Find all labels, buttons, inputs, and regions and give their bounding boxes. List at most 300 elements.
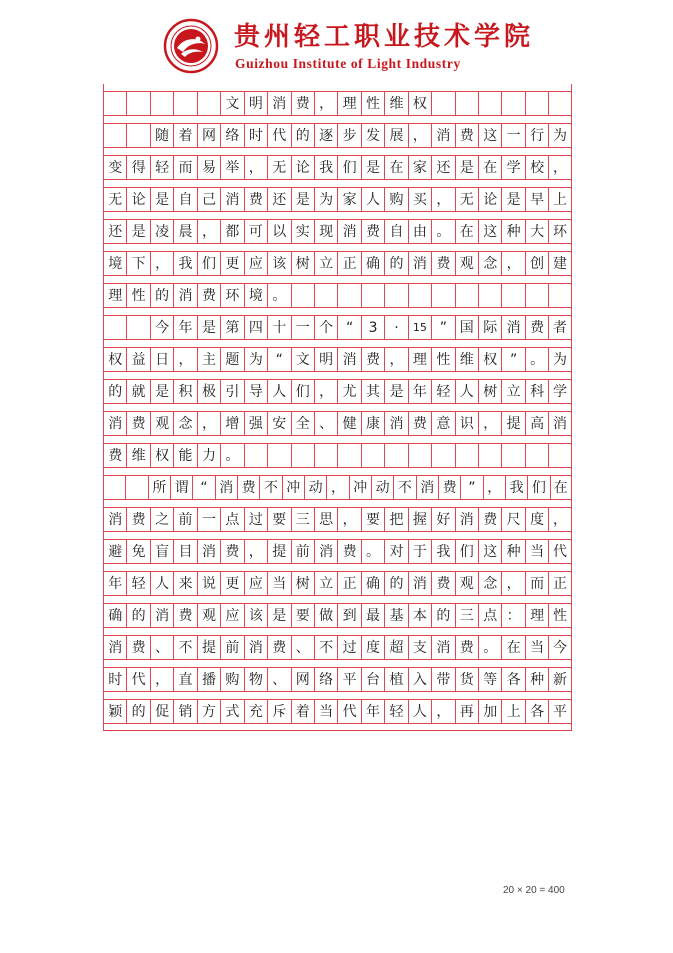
grid-cell: 人	[408, 699, 431, 724]
grid-cell: 。	[431, 219, 454, 244]
grid-cell: 费	[337, 539, 360, 564]
grid-cell: 增	[220, 411, 243, 436]
grid-row	[103, 91, 572, 116]
grid-cell: 络	[314, 667, 337, 692]
grid-cell: 支	[408, 635, 431, 660]
row-gap	[103, 596, 572, 603]
grid-cell: 络	[220, 123, 243, 148]
grid-cell	[455, 443, 478, 468]
grid-cell: ，	[326, 475, 348, 500]
row-gap	[103, 148, 572, 155]
grid-cell: 费	[267, 635, 290, 660]
grid-cell: 当	[267, 571, 290, 596]
grid-cell: 是	[150, 379, 173, 404]
grid-cell: 是	[455, 155, 478, 180]
grid-cell: 人	[361, 187, 384, 212]
grid-cell: 安	[267, 411, 290, 436]
school-seal-logo	[163, 18, 219, 74]
grid-cell: 可	[244, 219, 267, 244]
grid-cell: 说	[197, 571, 220, 596]
grid-cell: 该	[244, 603, 267, 628]
grid-cell: 网	[291, 667, 314, 692]
grid-cell	[103, 315, 126, 340]
grid-cell: 提	[197, 635, 220, 660]
grid-cell: ”	[501, 347, 524, 372]
grid-cell: 种	[501, 539, 524, 564]
school-name-cn: 贵州轻工职业技术学院	[234, 22, 535, 52]
row-gap	[103, 660, 572, 667]
grid-row	[103, 155, 572, 180]
grid-cell: 在	[455, 219, 478, 244]
grid-cell: 代	[548, 539, 571, 564]
grid-cell: 超	[384, 635, 407, 660]
grid-cell: 四	[244, 315, 267, 340]
grid-cell: 费	[291, 91, 314, 116]
grid-cell: 由	[408, 219, 431, 244]
grid-cell: 动	[304, 475, 326, 500]
grid-cell: 上	[501, 699, 524, 724]
grid-cell	[126, 91, 149, 116]
grid-cell	[384, 283, 407, 308]
grid-cell: 理	[103, 283, 126, 308]
grid-cell: ，	[314, 379, 337, 404]
grid-cell: ，	[548, 507, 571, 532]
grid-cell: 消	[416, 475, 438, 500]
grid-cell: 式	[220, 699, 243, 724]
grid-cell: 权	[478, 347, 501, 372]
grid-cell: 自	[173, 187, 196, 212]
grid-cell: ，	[384, 347, 407, 372]
grid-cell: 逐	[314, 123, 337, 148]
grid-cell	[291, 443, 314, 468]
grid-cell: 该	[267, 251, 290, 276]
grid-row	[103, 411, 572, 436]
grid-cell: 费	[126, 411, 149, 436]
grid-cell: 我	[431, 539, 454, 564]
grid-cell: 明	[244, 91, 267, 116]
grid-cell: 今	[150, 315, 173, 340]
grid-cell: 提	[501, 411, 524, 436]
grid-cell: 避	[103, 539, 126, 564]
grid-cell: 的	[103, 379, 126, 404]
grid-cell: 建	[548, 251, 571, 276]
grid-cell: 、	[314, 411, 337, 436]
manuscript-grid-paper	[103, 84, 572, 731]
grid-cell: 冲	[349, 475, 371, 500]
grid-cell: 观	[455, 571, 478, 596]
grid-cell: 消	[337, 347, 360, 372]
grid-cell: 对	[384, 539, 407, 564]
grid-cell: 理	[525, 603, 548, 628]
grid-cell: 的	[126, 699, 149, 724]
grid-cell: 全	[291, 411, 314, 436]
grid-row	[103, 699, 572, 724]
grid-cell: 而	[525, 571, 548, 596]
grid-cell: ，	[501, 571, 524, 596]
grid-cell: 基	[384, 603, 407, 628]
grid-cell: 变	[103, 155, 126, 180]
grid-cell	[126, 315, 149, 340]
grid-cell	[103, 475, 125, 500]
grid-cell: ，	[314, 91, 337, 116]
grid-cell: 思	[314, 507, 337, 532]
grid-cell	[384, 443, 407, 468]
grid-cell: 论	[126, 187, 149, 212]
grid-cell: 树	[478, 379, 501, 404]
grid-cell: 无	[267, 155, 290, 180]
grid-cell	[548, 91, 571, 116]
grid-cell: 学	[501, 155, 524, 180]
grid-cell: 入	[408, 667, 431, 692]
grid-cell	[197, 91, 220, 116]
grid-cell: 极	[197, 379, 220, 404]
grid-cell: 消	[103, 635, 126, 660]
grid-cell	[478, 283, 501, 308]
grid-cell: 加	[478, 699, 501, 724]
grid-cell: 无	[103, 187, 126, 212]
grid-cell: 们	[291, 379, 314, 404]
grid-cell: 做	[314, 603, 337, 628]
grid-cell: 确	[103, 603, 126, 628]
grid-cell: 性	[361, 91, 384, 116]
grid-cell: 免	[126, 539, 149, 564]
grid-cell: 大	[525, 219, 548, 244]
grid-cell: 性	[126, 283, 149, 308]
grid-cell: 。	[220, 443, 243, 468]
grid-cell: 代	[267, 123, 290, 148]
grid-cell: 促	[150, 699, 173, 724]
grid-cell: 的	[384, 571, 407, 596]
grid-cell: 权	[150, 443, 173, 468]
grid-cell: 新	[548, 667, 571, 692]
grid-cell: 费	[431, 571, 454, 596]
row-gap	[103, 628, 572, 635]
grid-cell: ，	[244, 539, 267, 564]
grid-cell	[408, 283, 431, 308]
grid-cell: 。	[525, 347, 548, 372]
grid-cell: 消	[431, 123, 454, 148]
grid-cell: 。	[361, 539, 384, 564]
grid-cell: 不	[173, 635, 196, 660]
grid-cell: 观	[150, 411, 173, 436]
grid-cell: 是	[150, 187, 173, 212]
grid-cell: 维	[384, 91, 407, 116]
grid-cell: 前	[291, 539, 314, 564]
grid-cell: 还	[103, 219, 126, 244]
grid-cell: 费	[438, 475, 460, 500]
grid-cell: 下	[126, 251, 149, 276]
grid-cell: ：	[501, 603, 524, 628]
grid-cell: 年	[361, 699, 384, 724]
grid-cell: 费	[361, 347, 384, 372]
grid-cell: 消	[173, 283, 196, 308]
grid-cell: 主	[197, 347, 220, 372]
grid-cell: 今	[548, 635, 571, 660]
grid-cell: 各	[525, 699, 548, 724]
grid-cell: 还	[267, 187, 290, 212]
grid-cell: 轻	[384, 699, 407, 724]
grid-cell: 提	[267, 539, 290, 564]
grid-cell: 握	[408, 507, 431, 532]
grid-cell: 费	[408, 411, 431, 436]
grid-row	[103, 507, 572, 532]
grid-cell	[455, 91, 478, 116]
grid-cell: 题	[220, 347, 243, 372]
grid-cell: 当	[525, 539, 548, 564]
grid-cell: 消	[103, 411, 126, 436]
grid-count-label: 20 × 20 = 400	[503, 885, 565, 896]
grid-cell: 斥	[267, 699, 290, 724]
grid-cell: 费	[103, 443, 126, 468]
grid-cell: 着	[173, 123, 196, 148]
grid-cell	[291, 283, 314, 308]
grid-cell: 积	[173, 379, 196, 404]
grid-cell: 消	[455, 507, 478, 532]
grid-cell: 到	[337, 603, 360, 628]
grid-cell	[548, 283, 571, 308]
grid-cell: 更	[220, 251, 243, 276]
grid-cell: 费	[126, 507, 149, 532]
grid-cell: ·	[384, 315, 407, 340]
grid-cell: 三	[291, 507, 314, 532]
grid-cell: 轻	[126, 571, 149, 596]
grid-cell: 正	[337, 251, 360, 276]
grid-cell: 观	[455, 251, 478, 276]
grid-cell: 一	[501, 123, 524, 148]
grid-cell: 购	[384, 187, 407, 212]
grid-cell	[126, 123, 149, 148]
grid-cell: 轻	[150, 155, 173, 180]
grid-cell: 的	[384, 251, 407, 276]
grid-cell: 费	[431, 251, 454, 276]
grid-cell: 播	[197, 667, 220, 692]
grid-cell: 颖	[103, 699, 126, 724]
grid-cell: 早	[525, 187, 548, 212]
grid-cell: 消	[337, 219, 360, 244]
grid-cell: 还	[431, 155, 454, 180]
grid-cell: 最	[361, 603, 384, 628]
grid-cell: ，	[408, 123, 431, 148]
grid-cell: 过	[244, 507, 267, 532]
grid-cell: 3	[361, 315, 384, 340]
grid-cell: 家	[408, 155, 431, 180]
grid-cell	[431, 283, 454, 308]
grid-cell: 康	[361, 411, 384, 436]
row-gap	[103, 692, 572, 699]
grid-cell: 点	[220, 507, 243, 532]
grid-cell	[548, 443, 571, 468]
grid-cell: 再	[455, 699, 478, 724]
grid-cell: 环	[220, 283, 243, 308]
grid-cell: 性	[548, 603, 571, 628]
grid-cell: 际	[478, 315, 501, 340]
grid-cell: 消	[244, 635, 267, 660]
grid-cell: 不	[314, 635, 337, 660]
grid-cell: 而	[173, 155, 196, 180]
grid-cell: ，	[197, 219, 220, 244]
grid-cell: 发	[361, 123, 384, 148]
grid-cell: 识	[455, 411, 478, 436]
grid-cell	[103, 123, 126, 148]
grid-cell: “	[267, 347, 290, 372]
grid-cell	[525, 443, 548, 468]
grid-row	[103, 539, 572, 564]
grid-cell: 是	[291, 187, 314, 212]
grid-cell: 们	[455, 539, 478, 564]
grid-cell: 校	[525, 155, 548, 180]
grid-cell	[501, 91, 524, 116]
grid-cell: 为	[244, 347, 267, 372]
grid-cell: 种	[501, 219, 524, 244]
grid-cell	[525, 283, 548, 308]
grid-cell: 们	[337, 155, 360, 180]
grid-row	[103, 379, 572, 404]
grid-cell: 人	[455, 379, 478, 404]
grid-cell: 日	[150, 347, 173, 372]
grid-cell: 者	[548, 315, 571, 340]
grid-cell: 举	[220, 155, 243, 180]
grid-cell: ，	[173, 347, 196, 372]
grid-row	[103, 603, 572, 628]
grid-cell: 费	[361, 219, 384, 244]
row-gap	[103, 244, 572, 251]
grid-cell: 要	[361, 507, 384, 532]
grid-cell: 消	[408, 571, 431, 596]
grid-cell: 当	[525, 635, 548, 660]
grid-cell: 好	[431, 507, 454, 532]
grid-cell: 是	[361, 155, 384, 180]
grid-cell	[455, 283, 478, 308]
grid-cell: 意	[431, 411, 454, 436]
row-gap	[103, 84, 572, 91]
grid-cell: 这	[478, 219, 501, 244]
row-gap	[103, 532, 572, 539]
grid-cell	[314, 283, 337, 308]
grid-cell	[125, 475, 147, 500]
grid-cell: 费	[244, 187, 267, 212]
grid-cell: 念	[478, 571, 501, 596]
grid-cell: 费	[478, 507, 501, 532]
grid-cell: ，	[244, 155, 267, 180]
grid-cell: 来	[173, 571, 196, 596]
grid-cell: 三	[455, 603, 478, 628]
grid-row	[103, 251, 572, 276]
grid-cell: 念	[173, 411, 196, 436]
grid-cell: 国	[455, 315, 478, 340]
grid-row	[103, 347, 572, 372]
grid-cell: ，	[197, 411, 220, 436]
grid-cell: 这	[478, 123, 501, 148]
grid-cell: 物	[244, 667, 267, 692]
grid-cell: 网	[197, 123, 220, 148]
grid-cell: 立	[314, 251, 337, 276]
grid-cell: 是	[267, 603, 290, 628]
grid-cell: 是	[501, 187, 524, 212]
grid-cell: 是	[384, 379, 407, 404]
grid-cell: 得	[126, 155, 149, 180]
row-gap	[103, 468, 572, 475]
grid-cell: 在	[384, 155, 407, 180]
grid-cell: 尤	[337, 379, 360, 404]
grid-cell: 轻	[431, 379, 454, 404]
grid-cell: 费	[173, 603, 196, 628]
grid-row	[103, 123, 572, 148]
grid-cell: 费	[197, 283, 220, 308]
grid-cell	[361, 283, 384, 308]
grid-cell	[244, 443, 267, 468]
grid-cell: 观	[197, 603, 220, 628]
grid-cell: 确	[361, 571, 384, 596]
grid-cell: 凌	[150, 219, 173, 244]
grid-cell: 权	[408, 91, 431, 116]
grid-cell	[478, 91, 501, 116]
grid-cell	[525, 91, 548, 116]
grid-cell: 益	[126, 347, 149, 372]
grid-cell: 购	[220, 667, 243, 692]
grid-cell: 自	[384, 219, 407, 244]
grid-cell: 15	[408, 315, 431, 340]
grid-cell: 等	[478, 667, 501, 692]
grid-cell: 就	[126, 379, 149, 404]
grid-cell: 带	[431, 667, 454, 692]
grid-cell: 台	[361, 667, 384, 692]
grid-cell: 费	[126, 635, 149, 660]
grid-cell: 着	[291, 699, 314, 724]
grid-cell: 本	[408, 603, 431, 628]
grid-cell: 确	[361, 251, 384, 276]
grid-cell: 所	[148, 475, 170, 500]
grid-cell	[408, 443, 431, 468]
grid-cell: ，	[483, 475, 505, 500]
grid-cell: 健	[337, 411, 360, 436]
grid-cell: 动	[371, 475, 393, 500]
grid-cell: ，	[150, 667, 173, 692]
grid-cell: 应	[244, 571, 267, 596]
grid-cell: ，	[150, 251, 173, 276]
grid-cell: 维	[126, 443, 149, 468]
grid-cell: 时	[244, 123, 267, 148]
grid-cell: 在	[501, 635, 524, 660]
grid-cell: 各	[501, 667, 524, 692]
grid-cell: 费	[220, 539, 243, 564]
grid-cell: 理	[337, 91, 360, 116]
grid-cell: 、	[267, 667, 290, 692]
grid-cell: ”	[431, 315, 454, 340]
grid-cell: 前	[220, 635, 243, 660]
grid-cell: 时	[103, 667, 126, 692]
grid-cell: 更	[220, 571, 243, 596]
grid-cell	[314, 443, 337, 468]
grid-cell: 权	[103, 347, 126, 372]
grid-row	[103, 443, 572, 468]
grid-cell: 文	[220, 91, 243, 116]
grid-cell: 消	[215, 475, 237, 500]
grid-cell: 明	[314, 347, 337, 372]
grid-cell: 在	[550, 475, 572, 500]
grid-cell: 为	[548, 347, 571, 372]
grid-cell: 费	[237, 475, 259, 500]
grid-cell	[501, 443, 524, 468]
grid-cell: 这	[478, 539, 501, 564]
grid-cell: 以	[267, 219, 290, 244]
grid-cell: 其	[361, 379, 384, 404]
grid-cell: 消	[431, 635, 454, 660]
grid-cell: 境	[244, 283, 267, 308]
row-gap	[103, 564, 572, 571]
grid-cell: 消	[408, 251, 431, 276]
page-header	[0, 12, 673, 76]
grid-row	[103, 571, 572, 596]
